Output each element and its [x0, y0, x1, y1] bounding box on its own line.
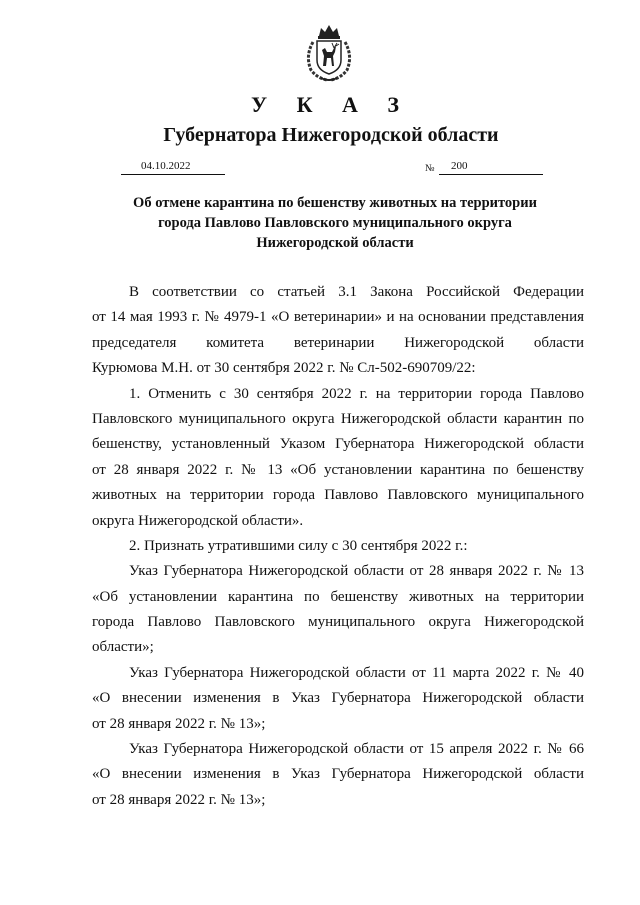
text-line: Курюмова М.Н. от 30 сентября 2022 г. № Сл-502-690709/22: — [92, 360, 476, 377]
text-line: 2. Признать утратившими силу с 30 сентября 2022 г.: — [129, 537, 468, 554]
number-value: 200 — [451, 160, 468, 172]
text-line: «О внесении изменения в Указ Губернатора Нижегородской области — [92, 766, 584, 783]
decree-body — [92, 280, 584, 813]
subitem-2-paragraph — [92, 661, 584, 737]
heading-line: города Павлово Павловского муниципального округа — [158, 215, 512, 231]
heading-line: Нижегородской области — [256, 235, 414, 251]
text-line: Указ Губернатора Нижегородской области от 15 апреля 2022 г. № 66 — [129, 741, 584, 758]
decree-heading — [80, 193, 590, 253]
text-line: от 28 января 2022 г. № 13»; — [92, 791, 266, 808]
subitem-1-paragraph — [92, 559, 584, 661]
text-line: животных на территории города Павлово Павловского муниципального — [92, 487, 584, 504]
text-line: Указ Губернатора Нижегородской области от 11 марта 2022 г. № 40 — [129, 664, 584, 681]
item-2-paragraph — [92, 534, 584, 559]
text-line: от 28 января 2022 г. № 13 «Об установлении карантина по бешенству — [92, 461, 584, 478]
text-line: 1. Отменить с 30 сентября 2022 г. на территории города Павлово — [129, 385, 584, 402]
text-line: Указ Губернатора Нижегородской области от 28 января 2022 г. № 13 — [129, 563, 584, 580]
number-sign: № — [425, 163, 435, 174]
text-line: Павловского муниципального округа Нижегородской области карантин по — [92, 410, 584, 427]
text-line: В соответствии со статьей 3.1 Закона Российской Федерации — [129, 284, 584, 300]
heading-line: Об отмене карантина по бешенству животных на территории — [133, 195, 537, 211]
text-line: бешенству, установленный Указом Губернатора Нижегородской области — [92, 436, 584, 453]
date-value: 04.10.2022 — [141, 160, 191, 172]
text-line: от 28 января 2022 г. № 13»; — [92, 715, 266, 732]
text-line: «О внесении изменения в Указ Губернатора Нижегородской области — [92, 690, 584, 707]
document-title: У К А З — [250, 92, 412, 117]
number-field — [439, 160, 543, 175]
item-1-paragraph — [92, 382, 584, 534]
coat-of-arms-icon — [301, 22, 357, 84]
document-subtitle: Губернатора Нижегородской области — [163, 124, 499, 146]
text-line: области»; — [92, 639, 154, 656]
text-line: округа Нижегородской области». — [92, 512, 304, 529]
text-line: от 14 мая 1993 г. № 4979-1 «О ветеринарии» и на основании представления — [92, 309, 584, 326]
date-field — [121, 160, 225, 175]
text-line: председателя комитета ветеринарии Нижегородской области — [92, 334, 584, 351]
subitem-3-paragraph — [92, 737, 584, 813]
coat-of-arms-emblem — [301, 22, 357, 84]
intro-paragraph — [92, 280, 584, 382]
text-line: «Об установлении карантина по бешенству животных на территории — [92, 588, 584, 605]
text-line: города Павлово Павловского муниципального округа Нижегородской — [92, 614, 584, 631]
